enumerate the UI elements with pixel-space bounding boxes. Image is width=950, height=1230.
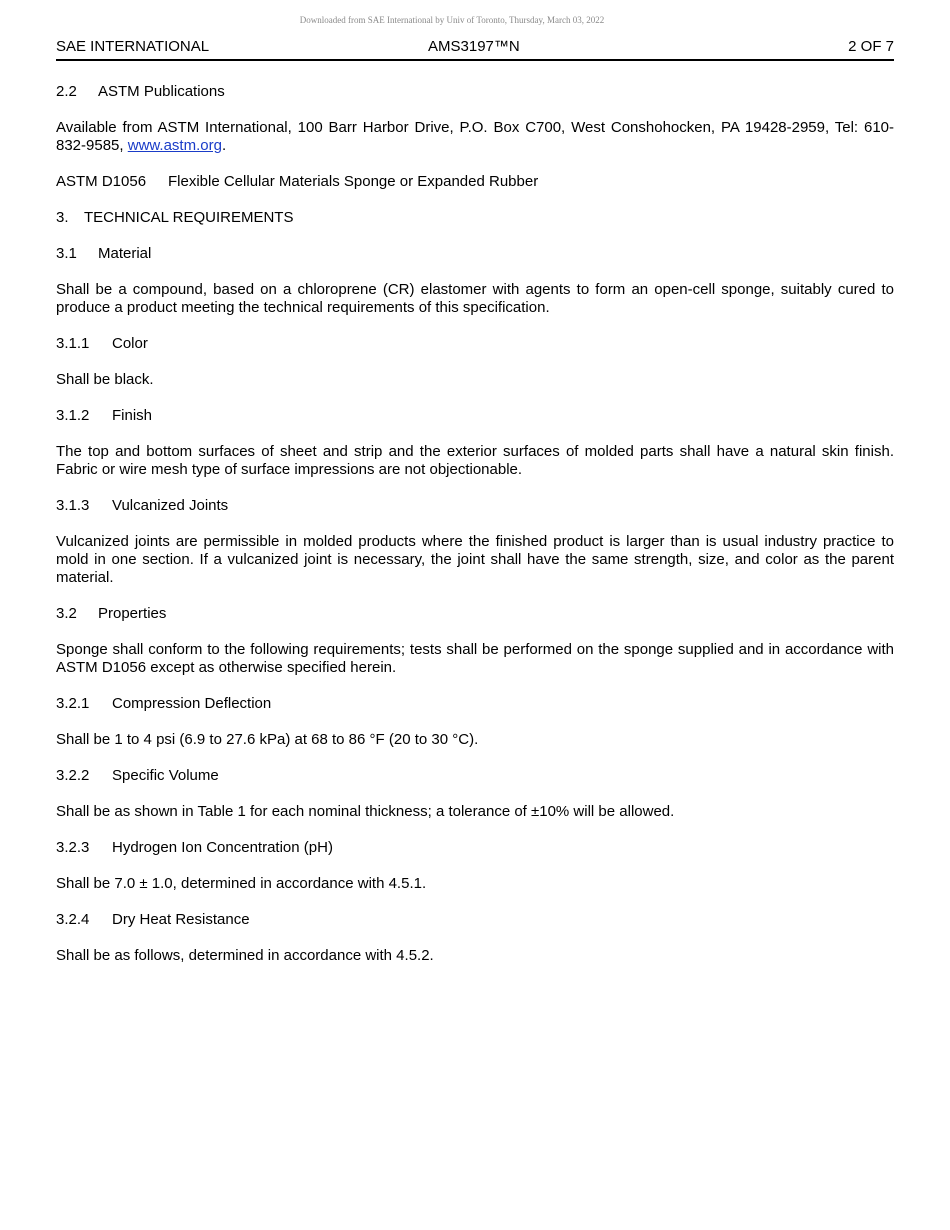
- section-title: Specific Volume: [112, 767, 219, 784]
- section-title: TECHNICAL REQUIREMENTS: [84, 209, 294, 226]
- section-number: 3.2.2: [56, 767, 90, 784]
- section-title: Color: [112, 335, 148, 352]
- reference-number: ASTM D1056: [56, 173, 147, 190]
- section-title: Compression Deflection: [112, 695, 272, 712]
- section-number: 3.1: [56, 245, 77, 262]
- section-number: 3.2.1: [56, 695, 90, 712]
- compression-deflection-paragraph: Shall be 1 to 4 psi (6.9 to 27.6 kPa) at 68 to 86 °F (20 to 30 °C).: [56, 731, 479, 748]
- document-body: [56, 83, 894, 983]
- astm-availability-paragraph: [56, 119, 894, 155]
- dry-heat-resistance-paragraph: Shall be as follows, determined in accordance with 4.5.2.: [56, 947, 434, 964]
- astm-address-period: .: [221, 137, 227, 154]
- section-title: Properties: [98, 605, 167, 622]
- reference-astm-d1056: [56, 173, 894, 191]
- section-heading-3-2-4: [56, 911, 894, 929]
- download-watermark: Downloaded from SAE International by Univ of Toronto, Thursday, March 03, 2022: [299, 15, 605, 25]
- material-paragraph: Shall be a compound, based on a chloroprene (CR) elastomer with agents to form an open-cell sponge, suitably cured to produce a product meeting the technical requirements of this specification.: [56, 281, 894, 316]
- section-heading-3-2-1: [56, 695, 894, 713]
- running-header: [56, 38, 894, 61]
- section-title: Hydrogen Ion Concentration (pH): [112, 839, 333, 856]
- section-number: 3.2.4: [56, 911, 90, 928]
- section-heading-3-2: [56, 605, 894, 623]
- section-number: 3.1.1: [56, 335, 90, 352]
- header-page-number: 2 OF 7: [848, 38, 894, 55]
- section-title: Vulcanized Joints: [112, 497, 229, 514]
- section-heading-3-2-2: [56, 767, 894, 785]
- header-doc-id: AMS3197™N: [428, 38, 520, 55]
- properties-paragraph: Sponge shall conform to the following requirements; tests shall be performed on the sponge supplied and in accordance with ASTM D1056 except as otherwise specified herein.: [56, 641, 894, 676]
- section-number: 3.2.3: [56, 839, 90, 856]
- astm-address-text: Available from ASTM International, 100 Barr Harbor Drive, P.O. Box C700, West Conshohocken, PA 19428-2959, Tel: 610-832-9585,: [56, 119, 894, 154]
- reference-title: Flexible Cellular Materials Sponge or Expanded Rubber: [168, 173, 539, 190]
- specific-volume-paragraph: Shall be as shown in Table 1 for each nominal thickness; a tolerance of ±10% will be allowed.: [56, 803, 675, 820]
- section-heading-3: [56, 209, 894, 227]
- section-number: 3.2: [56, 605, 77, 622]
- header-org: SAE INTERNATIONAL: [56, 38, 210, 55]
- section-heading-3-1: [56, 245, 894, 263]
- finish-paragraph: The top and bottom surfaces of sheet and strip and the exterior surfaces of molded parts shall have a natural skin finish. Fabric or wire mesh type of surface impressions are not objectionable.: [56, 443, 894, 478]
- section-heading-3-1-2: [56, 407, 894, 425]
- ph-paragraph: Shall be 7.0 ± 1.0, determined in accordance with 4.5.1.: [56, 875, 427, 892]
- vulcanized-joints-paragraph: Vulcanized joints are permissible in molded products where the finished product is larger than is usual industry practice to mold in one section. If a vulcanized joint is necessary, the joint shall have the same strength, size, and color as the parent material.: [56, 533, 894, 586]
- section-title: Material: [98, 245, 152, 262]
- astm-website-link[interactable]: www.astm.org: [127, 137, 222, 154]
- section-number: 2.2: [56, 83, 77, 100]
- color-paragraph: Shall be black.: [56, 371, 154, 388]
- section-title: ASTM Publications: [98, 83, 225, 100]
- section-heading-2-2: [56, 83, 894, 101]
- section-title: Finish: [112, 407, 153, 424]
- section-heading-3-2-3: [56, 839, 894, 857]
- section-title: Dry Heat Resistance: [112, 911, 250, 928]
- section-heading-3-1-1: [56, 335, 894, 353]
- section-number: 3.1.2: [56, 407, 90, 424]
- section-heading-3-1-3: [56, 497, 894, 515]
- section-number: 3.: [56, 209, 69, 226]
- section-number: 3.1.3: [56, 497, 90, 514]
